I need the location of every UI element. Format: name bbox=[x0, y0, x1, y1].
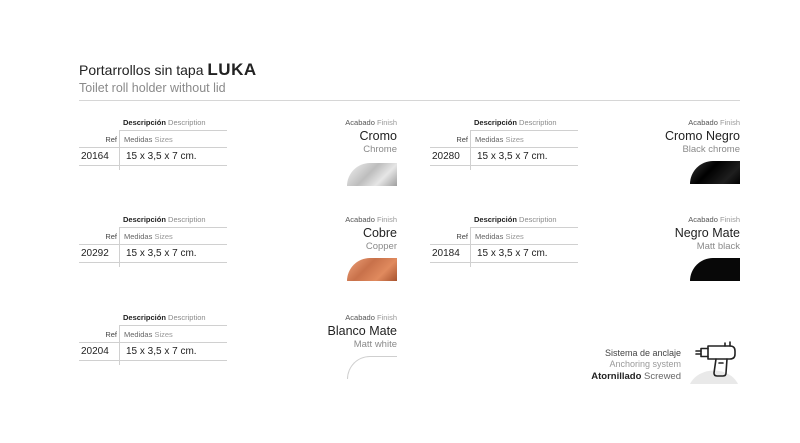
finish-name: Cromo bbox=[359, 129, 397, 143]
column-divider bbox=[119, 325, 120, 365]
ref-label: Ref bbox=[105, 330, 117, 339]
anchoring-value: Atornillado Screwed bbox=[591, 371, 681, 382]
ref-label: Ref bbox=[105, 135, 117, 144]
product-title bbox=[79, 60, 257, 80]
finish-block bbox=[277, 313, 397, 350]
size-value: 15 x 3,5 x 7 cm. bbox=[477, 151, 548, 162]
size-value: 15 x 3,5 x 7 cm. bbox=[126, 151, 197, 162]
divider bbox=[430, 147, 578, 148]
column-divider bbox=[470, 227, 471, 267]
brand-name: LUKA bbox=[207, 60, 257, 79]
ref-label: Ref bbox=[105, 232, 117, 241]
divider bbox=[79, 147, 227, 148]
ref-label: Ref bbox=[456, 232, 468, 241]
size-value: 15 x 3,5 x 7 cm. bbox=[126, 346, 197, 357]
sizes-label: Medidas Sizes bbox=[124, 135, 173, 144]
size-value: 15 x 3,5 x 7 cm. bbox=[477, 248, 548, 259]
title-en: Toilet roll holder without lid bbox=[79, 81, 226, 95]
header-divider bbox=[79, 100, 740, 101]
finish-name-en: Black chrome bbox=[682, 144, 740, 155]
product-table bbox=[79, 215, 227, 267]
divider bbox=[430, 262, 578, 263]
anchoring-label-en: Anchoring system bbox=[609, 359, 681, 369]
finish-name: Negro Mate bbox=[674, 226, 740, 240]
finish-label: Acabado Finish bbox=[345, 313, 397, 322]
finish-block bbox=[277, 118, 397, 155]
description-header: Descripción Description bbox=[123, 313, 206, 322]
sizes-label: Medidas Sizes bbox=[475, 135, 524, 144]
anchoring-label-es: Sistema de anclaje bbox=[604, 348, 681, 358]
finish-label: Acabado Finish bbox=[345, 215, 397, 224]
finish-swatch bbox=[690, 161, 740, 184]
ref-code: 20164 bbox=[81, 151, 109, 162]
finish-swatch bbox=[690, 258, 740, 281]
column-divider bbox=[119, 130, 120, 170]
finish-swatch bbox=[347, 258, 397, 281]
column-divider bbox=[470, 130, 471, 170]
finish-name: Cobre bbox=[362, 226, 397, 240]
description-header: Descripción Description bbox=[474, 118, 557, 127]
finish-block bbox=[620, 118, 740, 155]
finish-name-en: Copper bbox=[365, 241, 397, 252]
finish-label: Acabado Finish bbox=[345, 118, 397, 127]
ref-code: 20204 bbox=[81, 346, 109, 357]
finish-name: Blanco Mate bbox=[327, 324, 397, 338]
anchoring-system bbox=[511, 348, 681, 382]
column-divider bbox=[119, 227, 120, 267]
sizes-label: Medidas Sizes bbox=[475, 232, 524, 241]
sizes-label: Medidas Sizes bbox=[124, 330, 173, 339]
finish-name: Cromo Negro bbox=[664, 129, 740, 143]
ref-label: Ref bbox=[456, 135, 468, 144]
product-table bbox=[79, 118, 227, 170]
sizes-label: Medidas Sizes bbox=[124, 232, 173, 241]
divider bbox=[119, 227, 227, 228]
product-table bbox=[430, 118, 578, 170]
finish-name-en: Matt black bbox=[696, 241, 740, 252]
finish-swatch bbox=[347, 356, 397, 379]
finish-label: Acabado Finish bbox=[688, 118, 740, 127]
divider bbox=[470, 130, 578, 131]
description-header: Descripción Description bbox=[123, 215, 206, 224]
drill-icon bbox=[686, 332, 742, 384]
finish-name-en: Matt white bbox=[353, 339, 397, 350]
product-table bbox=[430, 215, 578, 267]
divider bbox=[79, 360, 227, 361]
ref-code: 20280 bbox=[432, 151, 460, 162]
divider bbox=[119, 325, 227, 326]
finish-block bbox=[277, 215, 397, 252]
divider bbox=[430, 165, 578, 166]
finish-swatch bbox=[347, 163, 397, 186]
description-header: Descripción Description bbox=[474, 215, 557, 224]
description-header: Descripción Description bbox=[123, 118, 206, 127]
finish-block bbox=[620, 215, 740, 252]
divider bbox=[79, 244, 227, 245]
title-es: Portarrollos sin tapa bbox=[79, 62, 204, 78]
finish-label: Acabado Finish bbox=[688, 215, 740, 224]
ref-code: 20292 bbox=[81, 248, 109, 259]
divider bbox=[79, 262, 227, 263]
divider bbox=[79, 342, 227, 343]
size-value: 15 x 3,5 x 7 cm. bbox=[126, 248, 197, 259]
divider bbox=[79, 165, 227, 166]
product-table bbox=[79, 313, 227, 365]
finish-name-en: Chrome bbox=[363, 144, 397, 155]
divider bbox=[119, 130, 227, 131]
divider bbox=[470, 227, 578, 228]
divider bbox=[430, 244, 578, 245]
ref-code: 20184 bbox=[432, 248, 460, 259]
